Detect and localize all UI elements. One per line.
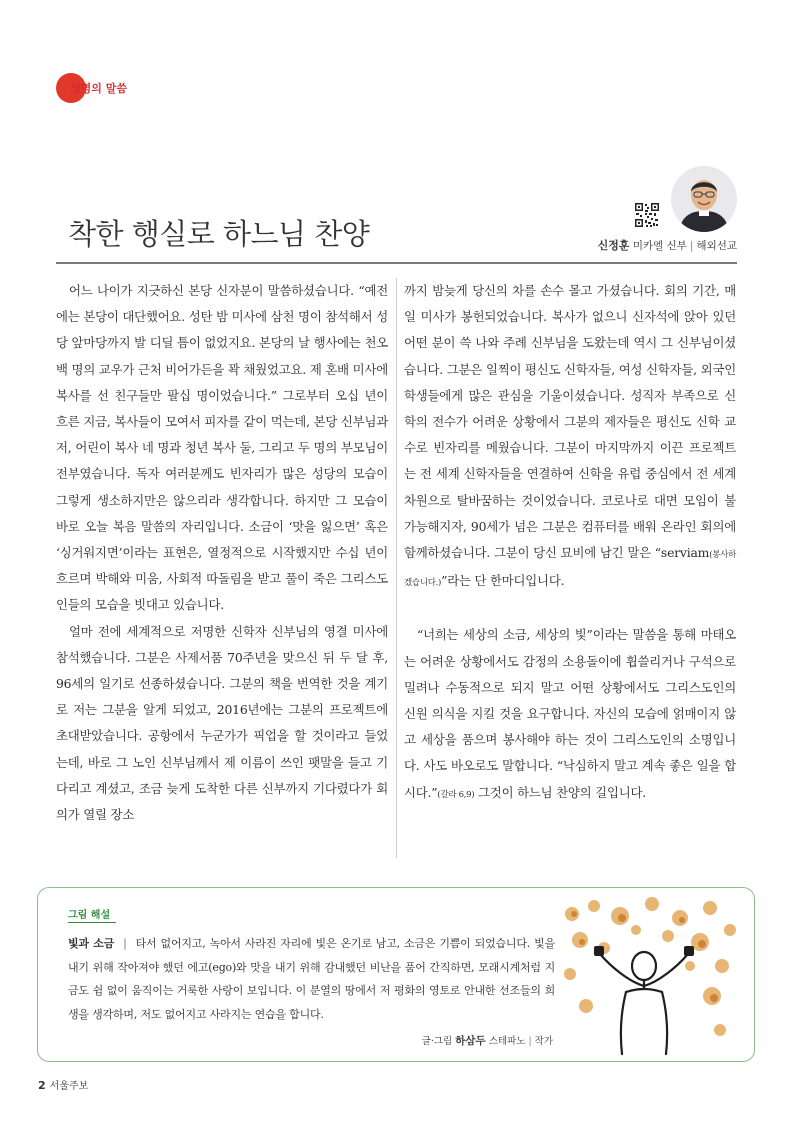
author-baptismal-name: 미카엘 신부 <box>632 240 687 252</box>
article-title: 착한 행실로 하느님 찬양 <box>68 217 370 251</box>
author-byline: 신정훈 미카엘 신부 | 해외선교 <box>597 239 737 252</box>
column-divider <box>396 278 397 858</box>
caption-label: 그림 해설 <box>68 910 111 921</box>
caption-separator: | <box>123 937 127 950</box>
qr-code-icon[interactable] <box>634 202 660 228</box>
caption-heading: 빛과 소금 <box>68 937 115 950</box>
article-paragraph: 얼마 전에 세계적으로 저명한 신학자 신부님의 영결 미사에 참석했습니다. 그분은 사제서품 70주년을 맞으신 뒤 두 달 후, 96세의 일기로 선종하셨습니다. 그분의 책을 번역한 것을 계기로 저는 그분을 알게 되었고, 2016년에는 그분의 프로젝트에 초대받았습니다. 공항에서 누군가가 픽업을 할 것이라고 들었는데, 바로 그 노인 신부님께서 제 이름이 쓰인 팻말을 들고 기다리고 계셨고, 조금 늦게 도착한 다른 신부까지 기다렸다가 회의가 열릴 장소 <box>56 623 388 823</box>
article-paragraph: 어느 나이가 지긋하신 본당 신자분이 말씀하셨습니다. “예전에는 본당이 대단했어요. 성탄 밤 미사에 삼천 명이 참석해서 성당 앞마당까지 발 디딜 틈이 없었지요. 본당의 날 행사에는 천오백 명의 교우가 근처 비어가든을 꽉 채웠었고요. 제 혼배 미사에 복사를 선 친구들만 팔십 명이었습니다.” 그로부터 오십 년이 흐른 지금, 복사들이 모여서 피자를 같이 먹는데, 본당 신부님과 저, 어린이 복사 네 명과 청년 복사 둘, 그리고 두 명의 부모님이 전부였습니다. 독자 여러분께도 빈자리가 많은 성당의 모습이 그렇게 생소하지만은 않으리라 생각합니다. 하지만 그 모습이 바로 오늘 복음 말씀의 자리입니다. 소금이 ‘맛을 잃으면’ 혹은 ‘싱거워지면’이라는 표현은, 열정적으로 시작했지만 수십 년이 흐르며 박해와 미움, 사회적 따돌림을 받고 풀이 죽은 그리스도인들의 모습을 빗대고 있습니다. <box>56 283 388 613</box>
author-name: 신정훈 <box>597 239 630 252</box>
illustration-caption-box <box>37 887 755 1062</box>
artist-name: 하삼두 <box>455 1035 486 1047</box>
article-paragraph: 까지 밤늦게 당신의 차를 손수 몰고 가셨습니다. 회의 기간, 매일 미사가 봉헌되었습니다. 복사가 없으니 신자석에 앉아 있던 어떤 분이 쓱 나와 주례 신부님을 도왔는데 역시 그 신부님이셨습니다. 그분은 일찍이 평신도 신학자들, 여성 신학자들, 외국인 학생들에게 많은 관심을 기울이셨습니다. 성직자 부족으로 신학의 전수가 어려운 상황에서 그분의 제자들은 평신도 신학 교수로 빈자리를 메웠습니다. 그분이 마지막까지 이끈 프로젝트는 전 세계 신학자들을 연결하여 신학을 유럽 중심에서 전 세계 차원으로 탈바꿈하는 것이었습니다. 코로나로 대면 모임이 불가능해지자, 90세가 넘은 그분은 컴퓨터를 배워 온라인 회의에 함께하셨습니다. 그분이 당신 묘비에 남긴 말은 “serviam(봉사하겠습니다.)”라는 단 한마디입니다. <box>404 283 736 589</box>
article-column-right <box>404 278 736 808</box>
scripture-reference: (갈라 6,9) <box>437 789 475 800</box>
page-footer <box>38 1077 88 1092</box>
title-rule <box>56 262 737 264</box>
caption-label-underline <box>68 922 116 923</box>
page-number: 2 <box>38 1079 46 1092</box>
caption-credit: 글·그림 하삼두 스테파노 | 작가 <box>421 1035 553 1047</box>
section-label: 생명의 말씀 <box>70 82 127 95</box>
caption-body: 타서 없어지고, 녹아서 사라진 자리에 빛은 온기로 남고, 소금은 기쁨이 되었습니다. 빛을 내기 위해 작아져야 했던 에고(ego)와 맛을 내기 위해 감내했던 비난을 품어 간직하면, 모래시계처럼 지금도 쉼 없이 움직이는 거룩한 사랑이 보입니다. 이 분열의 땅에서 저 평화의 영토로 안내한 선조들의 희생을 생각하며, 저도 없어지고 사라지는 연습을 합니다. <box>68 937 555 1021</box>
footnote-note: (봉사하겠습니다.) <box>404 550 736 589</box>
section-tag <box>56 73 176 103</box>
article-paragraph: “너희는 세상의 소금, 세상의 빛”이라는 말씀을 통해 마태오는 어려운 상황에서도 감정의 소용돌이에 휩쓸리거나 구석으로 밀려나 수동적으로 되지 말고 어떤 상황에서도 그리스도인의 신원 의식을 지킬 것을 요구합니다. 자신의 모습에 얽매이지 않고 세상을 품으며 봉사해야 하는 것이 그리스도인의 소명입니다. 사도 바오로도 말합니다. “낙심하지 말고 계속 좋은 일을 합시다.”(갈라 6,9) 그것이 하느님 찬양의 길입니다. <box>404 627 736 800</box>
caption-text <box>68 932 555 1026</box>
publication-name: 서울주보 <box>49 1081 89 1092</box>
author-role: 해외선교 <box>696 240 737 252</box>
article-column-left <box>56 278 388 828</box>
illustration-artwork <box>560 896 740 1056</box>
author-avatar <box>671 166 737 232</box>
